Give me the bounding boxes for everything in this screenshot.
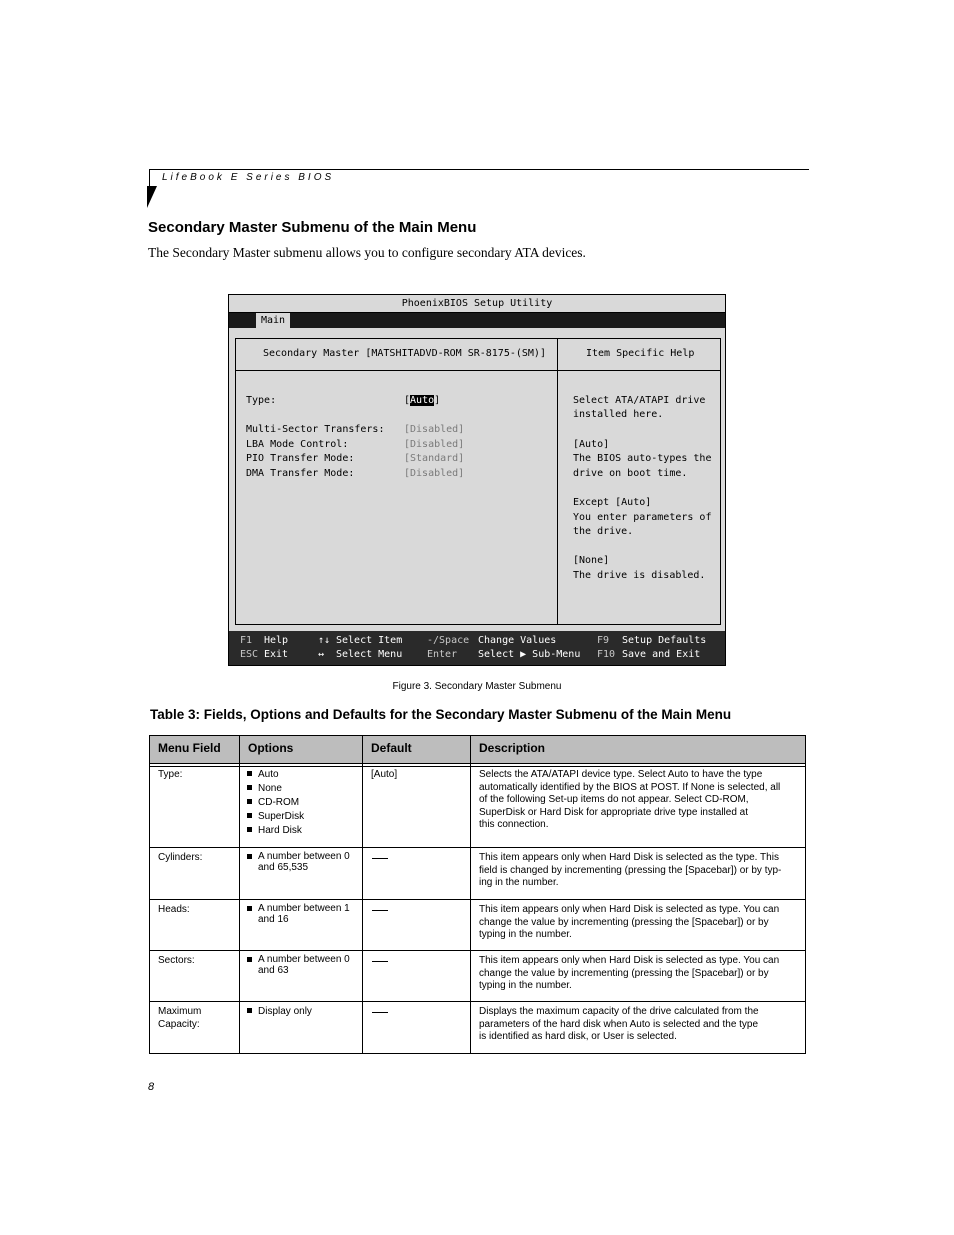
bios-footer — [229, 631, 725, 665]
description-line: change the value by incrementing (pressing the [Spacebar]) or by — [479, 967, 769, 979]
help-line: Select ATA/ATAPI drive — [573, 395, 706, 406]
enter-desc: Select ▶ Sub-Menu — [478, 649, 581, 660]
row-type-description — [479, 769, 780, 832]
f1-key[interactable]: F1 — [240, 635, 253, 646]
row-type-field: Type: — [158, 769, 183, 780]
row-sectors-options — [247, 954, 359, 976]
help-line: The drive is disabled. — [573, 570, 706, 581]
table-title: Table 3: Fields, Options and Defaults for the Secondary Master Submenu of the Main Menu — [150, 707, 732, 722]
row-divider — [150, 950, 805, 951]
field-label-multi-sector: Multi-Sector Transfers: — [246, 424, 385, 435]
bios-title: PhoenixBIOS Setup Utility — [229, 295, 725, 313]
f10-key[interactable]: F10 — [597, 649, 616, 660]
default-none-dash — [372, 858, 388, 859]
header-description: Description — [479, 741, 546, 755]
option-item: Auto — [247, 768, 304, 782]
description-line: Selects the ATA/ATAPI device type. Select Auto to have the type — [479, 769, 763, 780]
description-line: automatically identified by the BIOS at POST. If None is selected, all — [479, 781, 781, 793]
help-line: the drive. — [573, 526, 634, 537]
description-line: parameters of the hard disk when Auto is selected and the type — [479, 1018, 759, 1030]
section-title: Secondary Master Submenu of the Main Menu — [148, 219, 477, 236]
default-none-dash — [372, 910, 388, 911]
description-line: This item appears only when Hard Disk is selected as the type. This — [479, 852, 779, 863]
esc-desc: Exit — [264, 649, 289, 660]
description-line: change the value by incrementing (pressing the [Spacebar]) or by — [479, 916, 769, 928]
intro-paragraph: The Secondary Master submenu allows you to configure secondary ATA devices. — [148, 245, 586, 260]
option-item: A number between 0 and 63 — [247, 954, 359, 976]
page-number: 8 — [148, 1081, 155, 1093]
figure-caption: Figure 3. Secondary Master Submenu — [392, 681, 562, 692]
help-line: installed here. — [573, 409, 664, 420]
field-value-dma-mode: [Disabled] — [404, 468, 465, 479]
header-menu-field: Menu Field — [158, 741, 221, 755]
column-divider — [239, 736, 240, 1053]
row-capacity-field: Maximum Capacity: — [158, 1006, 202, 1030]
field-value-type[interactable]: [Auto] — [404, 395, 441, 406]
bios-screenshot — [228, 294, 726, 666]
default-none-dash — [372, 1012, 388, 1013]
field-label-type: Type: — [246, 395, 277, 406]
row-cylinders-field: Cylinders: — [158, 852, 203, 863]
header-options: Options — [248, 741, 294, 755]
field-label-dma-mode: DMA Transfer Mode: — [246, 468, 355, 479]
header-default: Default — [371, 741, 412, 755]
help-line: [Auto] — [573, 439, 610, 450]
header-tick-mark — [147, 186, 157, 208]
help-line: The BIOS auto-types the — [573, 453, 712, 464]
row-capacity-description — [479, 1006, 759, 1044]
table-header-row — [150, 736, 805, 764]
f9-key[interactable]: F9 — [597, 635, 610, 646]
row-capacity-options — [247, 1005, 312, 1019]
column-divider — [470, 736, 471, 1053]
default-none-dash — [372, 961, 388, 962]
description-line: This item appears only when Hard Disk is selected as type. You can — [479, 904, 780, 915]
help-line: You enter parameters of — [573, 512, 712, 523]
f9-desc: Setup Defaults — [622, 635, 707, 646]
selected-value[interactable]: Auto — [410, 395, 435, 406]
plusminus-desc: Change Values — [478, 635, 557, 646]
bios-panel — [235, 338, 721, 625]
bios-menubar — [229, 313, 725, 328]
row-heads-field: Heads: — [158, 904, 190, 915]
column-divider — [362, 736, 363, 1053]
esc-key[interactable]: ESC — [240, 649, 259, 660]
updown-key[interactable]: ↑↓ — [318, 635, 331, 646]
bios-header-divider — [236, 370, 720, 371]
running-header: LifeBook E Series BIOS — [162, 172, 335, 183]
description-line: typing in the number. — [479, 929, 572, 940]
leftright-key[interactable]: ↔ — [318, 649, 325, 660]
enter-key[interactable]: Enter — [427, 649, 458, 660]
header-double-rule — [150, 766, 805, 767]
field-value-lba-mode: [Disabled] — [404, 439, 465, 450]
option-item: CD-ROM — [247, 796, 304, 810]
plusminus-key[interactable]: -/Space — [427, 635, 470, 646]
description-line: of the following Set-up items do not appear. Select CD-ROM, — [479, 794, 749, 805]
leftright-desc: Select Menu — [336, 649, 403, 660]
bios-menu-main[interactable]: Main — [256, 313, 290, 328]
f10-desc: Save and Exit — [622, 649, 701, 660]
field-label-lba-mode: LBA Mode Control: — [246, 439, 349, 450]
row-cylinders-options — [247, 851, 359, 873]
header-rule — [149, 169, 809, 170]
option-item: None — [247, 782, 304, 796]
row-divider — [150, 1001, 805, 1002]
description-line: is identified as hard disk, or User is selected. — [479, 1031, 677, 1042]
row-sectors-description — [479, 955, 779, 993]
description-line: typing in the number. — [479, 980, 572, 991]
description-line: Displays the maximum capacity of the drive calculated from the — [479, 1006, 759, 1017]
field-value-pio-mode: [Standard] — [404, 453, 465, 464]
description-line: field is changed by incrementing (pressing the [Spacebar]) or by typ- — [479, 864, 782, 876]
f1-desc: Help — [264, 635, 289, 646]
description-line: This item appears only when Hard Disk is selected as type. You can — [479, 955, 780, 966]
bios-panel-divider — [557, 339, 558, 624]
option-item: SuperDisk — [247, 810, 304, 824]
option-item: A number between 1 and 16 — [247, 903, 359, 925]
option-item: Display only — [247, 1005, 312, 1019]
row-type-options — [247, 768, 304, 838]
help-line: drive on boot time. — [573, 468, 688, 479]
bios-help-header: Item Specific Help — [586, 348, 695, 359]
row-cylinders-description — [479, 852, 781, 890]
field-value-multi-sector: [Disabled] — [404, 424, 465, 435]
row-sectors-field: Sectors: — [158, 955, 195, 966]
description-line: SuperDisk or Hard Disk for appropriate drive type installed at — [479, 806, 749, 818]
description-line: this connection. — [479, 819, 549, 830]
option-item: Hard Disk — [247, 824, 304, 838]
updown-desc: Select Item — [336, 635, 403, 646]
row-heads-options — [247, 903, 359, 925]
row-type-default: [Auto] — [371, 769, 398, 780]
bios-submenu-header: Secondary Master [MATSHITADVD-ROM SR-8175-(SM)] — [263, 348, 546, 359]
option-item: A number between 0 and 65,535 — [247, 851, 359, 873]
row-divider — [150, 847, 805, 848]
help-line: Except [Auto] — [573, 497, 652, 508]
row-heads-description — [479, 904, 779, 942]
help-line: [None] — [573, 555, 610, 566]
row-divider — [150, 899, 805, 900]
fields-table — [149, 735, 806, 1054]
description-line: ing in the number. — [479, 877, 559, 888]
header-rule-left — [149, 169, 150, 187]
field-label-pio-mode: PIO Transfer Mode: — [246, 453, 355, 464]
